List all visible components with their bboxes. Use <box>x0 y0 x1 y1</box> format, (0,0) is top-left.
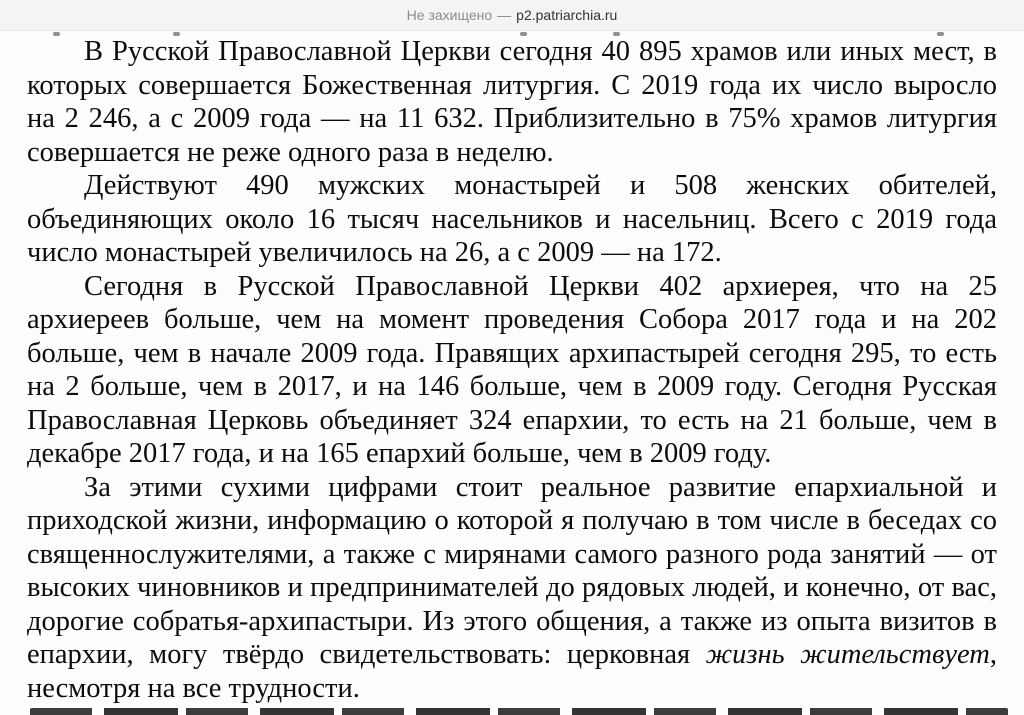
connection-security-label: Не захищено <box>406 7 493 23</box>
clipped-next-line <box>30 708 1008 715</box>
paragraph-church-count <box>27 35 997 169</box>
emphasized-phrase: жизнь жительствует <box>705 639 990 670</box>
paragraph-conclusion <box>27 471 997 706</box>
paragraph-monasteries <box>27 169 997 270</box>
paragraph-bishops-dioceses <box>27 270 997 471</box>
document-text <box>0 31 1024 705</box>
paragraph-text: , несмотря на все трудности. <box>27 639 997 704</box>
paragraph-text: В Русской Православной Церкви сегодня 40 895 храмов или иных мест, в которых совершается Божественная литургия. С 2019 года их число выросло на 2 246, а с 2009 года — на 11 632. Приблизительно в 75% храмов литургия совершается не реже одного раза в неделю. <box>27 36 997 168</box>
paragraph-text: Действуют 490 мужских монастырей и 508 женских обителей, объединяющих около 16 тысяч насельников и насельниц. Всего с 2019 года число монастырей увеличилось на 26, а с 2009 — на 172. <box>27 170 997 268</box>
browser-titlebar-address[interactable] <box>0 0 1024 31</box>
paragraph-text: За этими сухими цифрами стоит реальное развитие епархиальной и приходской жизни, информацию о которой я получаю в том числе в беседах со священнослужителями, а также с мирянами самого разного рода занятий — от высоких чиновников и предпринимателей до рядовых людей, и конечно, от вас, дорогие собратья-архипастыри. Из этого общения, а также из опыта визитов в епархии, могу твёрдо свидетельствовать: церковная <box>27 471 997 670</box>
titlebar-domain: p2.patriarchia.ru <box>516 7 618 23</box>
paragraph-text: Сегодня в Русской Православной Церкви 402 архиерея, что на 25 архиереев больше, чем на момент проведения Собора 2017 года и на 202 больше, чем в начале 2009 года. Правящих архипастырей сегодня 295, то есть на 2 больше, чем в 2017, и на 146 больше, чем в 2009 году. Сегодня Русская Православная Церковь объединяет 324 епархии, то есть на 21 больше, чем в декабре 2017 года, и на 165 епархий больше, чем в 2009 году. <box>27 270 997 469</box>
titlebar-separator: — <box>497 7 512 23</box>
page-content <box>0 31 1024 715</box>
